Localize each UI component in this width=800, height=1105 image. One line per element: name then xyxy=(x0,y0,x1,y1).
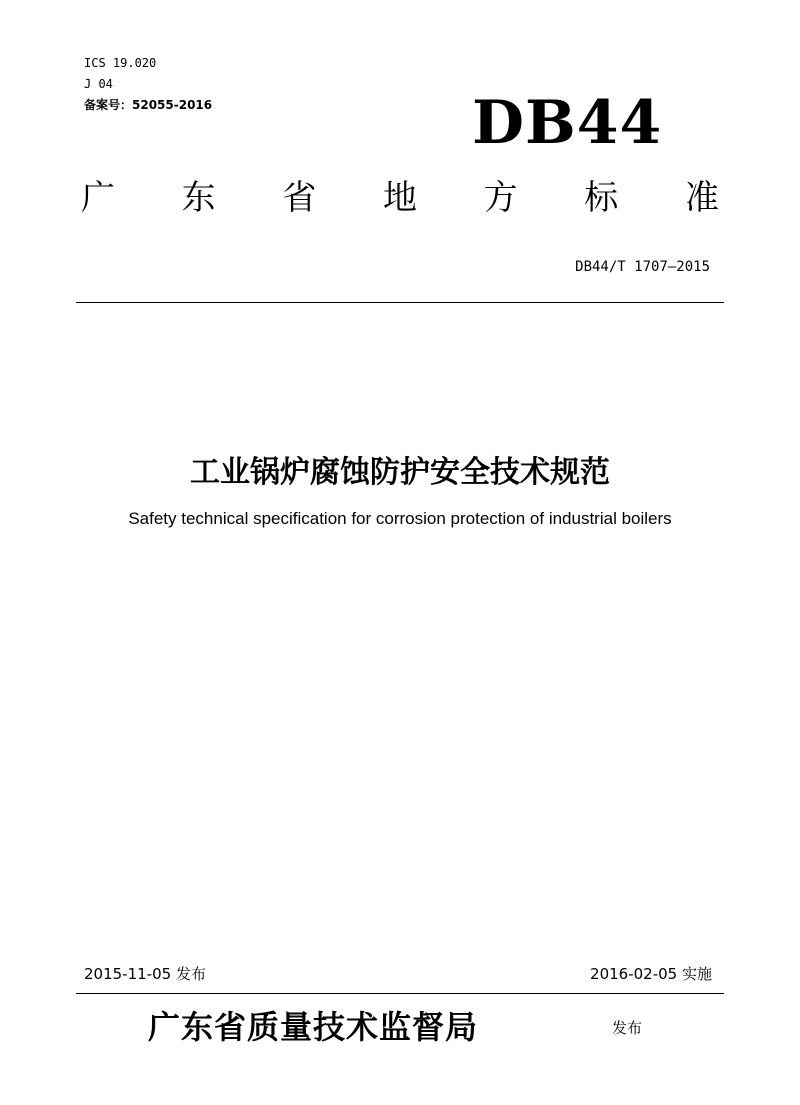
category-code: J 04 xyxy=(84,77,113,91)
issuing-authority: 广东省质量技术监督局 xyxy=(148,1008,479,1046)
standard-type-char: 方 xyxy=(483,178,518,218)
title-english: Safety technical specification for corrosion protection of industrial boilers xyxy=(128,509,672,528)
standard-type-char: 标 xyxy=(584,178,619,218)
record-number: 备案号：52055-2016 xyxy=(84,98,213,112)
standard-type-char: 广 xyxy=(81,178,115,218)
standard-type-char: 东 xyxy=(181,178,216,218)
standard-type-char: 地 xyxy=(382,178,417,218)
bottom-divider xyxy=(76,993,724,994)
standard-type-char: 省 xyxy=(282,178,317,218)
ics-code: ICS 19.020 xyxy=(84,56,157,70)
implementation-date: 2016-02-05 实施 xyxy=(590,965,712,983)
db44-logo: DB44 xyxy=(472,88,663,158)
top-divider xyxy=(76,302,724,303)
standard-type-char: 准 xyxy=(684,178,719,218)
publish-label: 发布 xyxy=(612,1019,643,1037)
standard-type-heading xyxy=(78,176,722,220)
title-chinese: 工业锅炉腐蚀防护安全技术规范 xyxy=(190,455,610,490)
issue-date: 2015-11-05 发布 xyxy=(84,965,206,983)
standard-code: DB44/T 1707—2015 xyxy=(575,259,710,275)
